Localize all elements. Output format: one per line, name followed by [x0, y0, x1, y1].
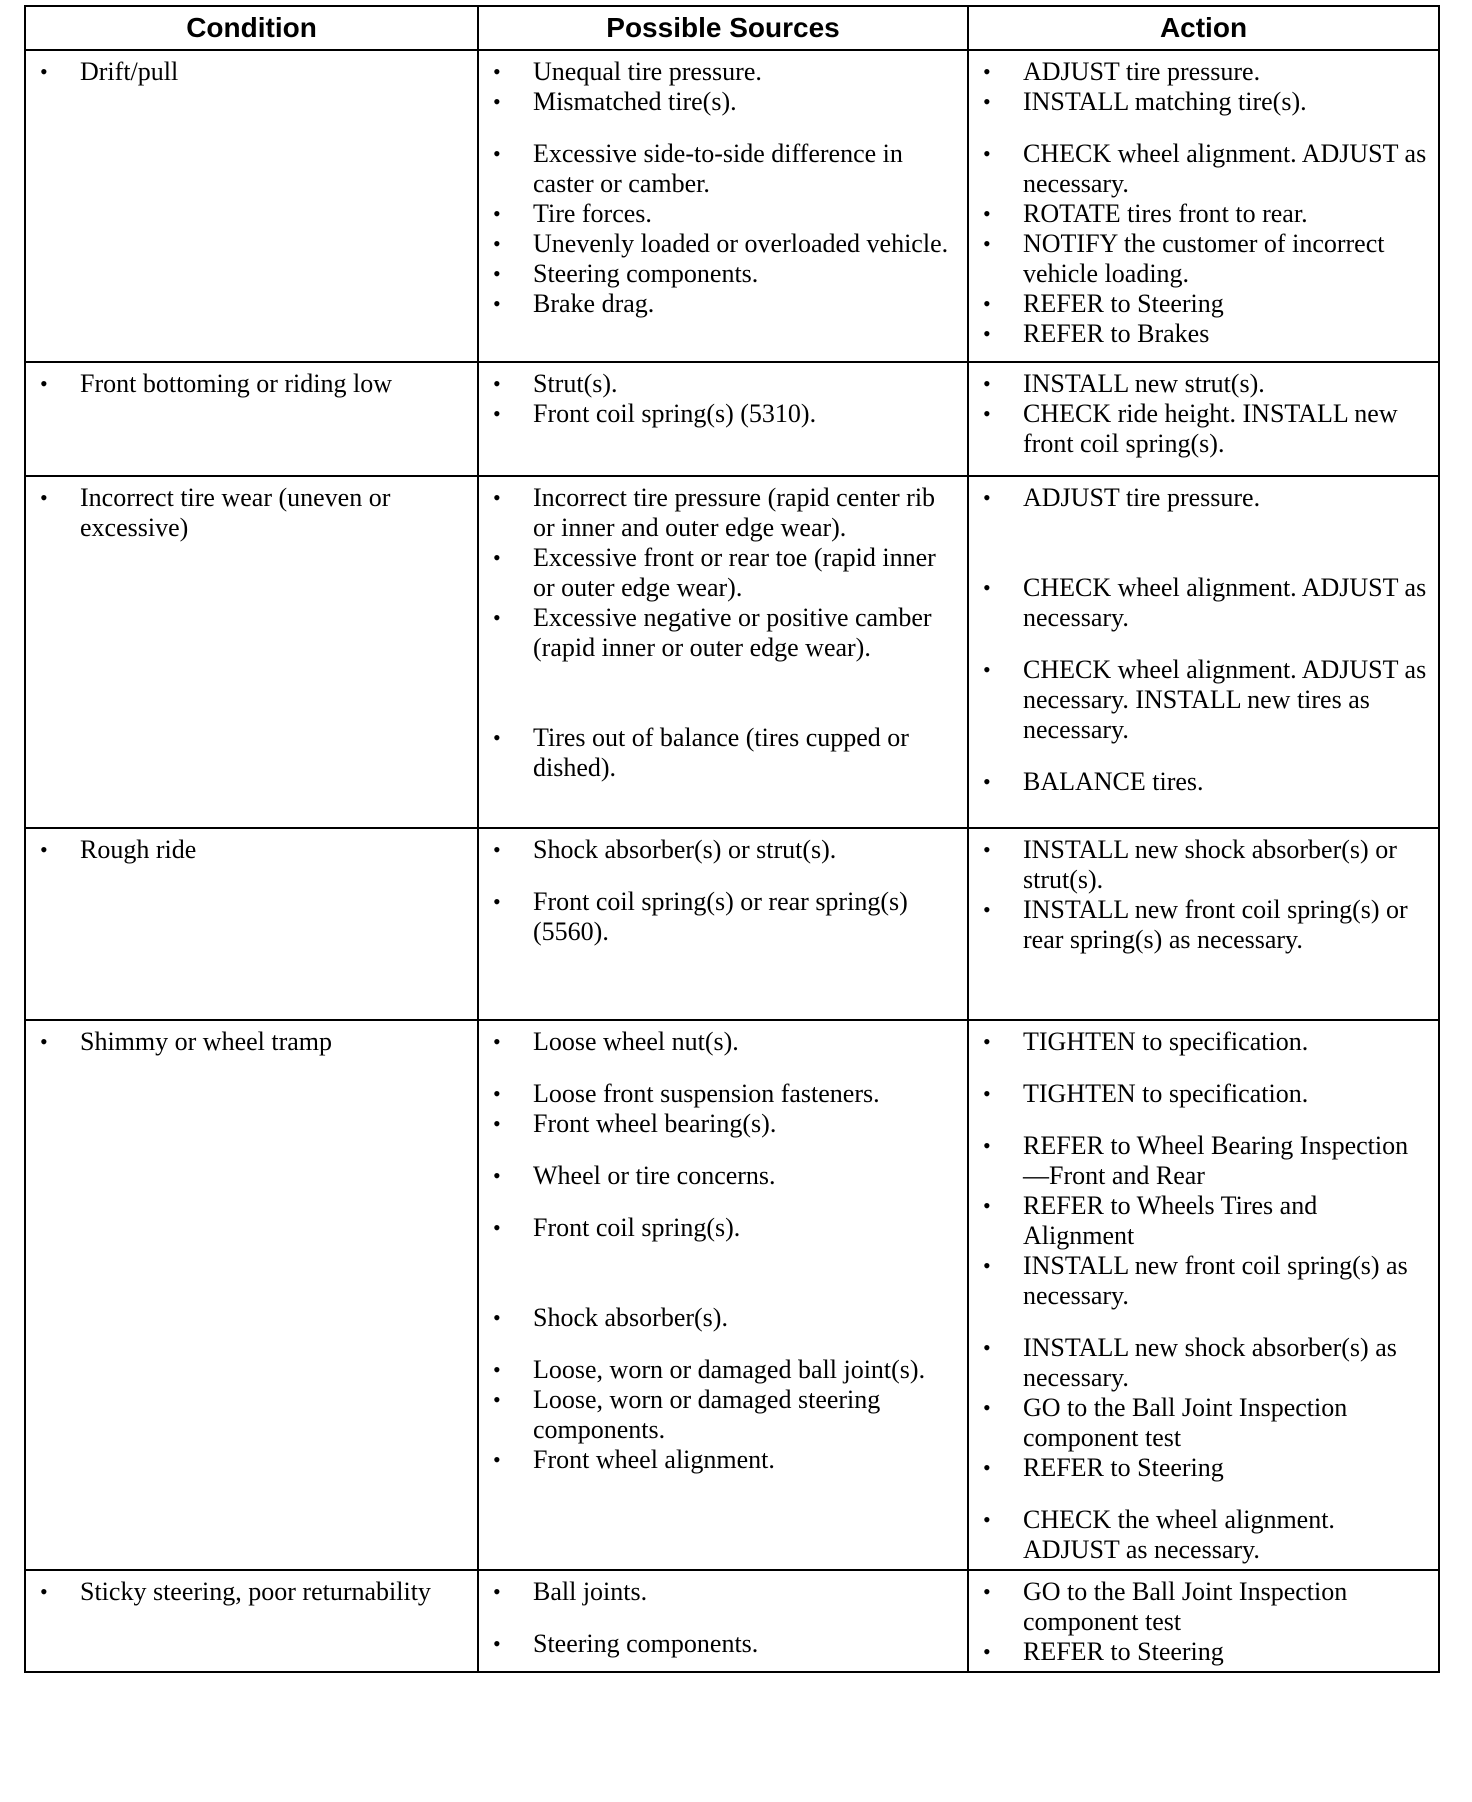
- condition-text: • Rough ride: [40, 835, 467, 865]
- table-row: [25, 50, 1439, 362]
- action-item: • INSTALL matching tire(s).: [983, 87, 1428, 117]
- action-cell: [968, 362, 1439, 476]
- action-item: • INSTALL new strut(s).: [983, 369, 1428, 399]
- condition-cell: [25, 1020, 478, 1570]
- action-cell: [968, 1570, 1439, 1672]
- source-item: • Strut(s).: [493, 369, 957, 399]
- action-cell: [968, 476, 1439, 828]
- action-item: • TIGHTEN to specification.: [983, 1079, 1428, 1109]
- table-row: [25, 362, 1439, 476]
- source-item: • Unevenly loaded or overloaded vehicle.: [493, 229, 957, 259]
- source-item: • Front coil spring(s).: [493, 1213, 957, 1243]
- action-item: • NOTIFY the customer of incorrect vehicle loading.: [983, 229, 1428, 289]
- action-item: • CHECK wheel alignment. ADJUST as necessary.: [983, 139, 1428, 199]
- source-item: • Excessive negative or positive camber (rapid inner or outer edge wear).: [493, 603, 957, 663]
- action-item: • INSTALL new front coil spring(s) or rear spring(s) as necessary.: [983, 895, 1428, 955]
- sources-cell: [478, 1570, 968, 1672]
- source-item: • Tire forces.: [493, 199, 957, 229]
- source-item: • Ball joints.: [493, 1577, 957, 1607]
- source-item: • Shock absorber(s) or strut(s).: [493, 835, 957, 865]
- condition-cell: [25, 50, 478, 362]
- header-row: [25, 6, 1439, 50]
- source-item: • Loose wheel nut(s).: [493, 1027, 957, 1057]
- condition-cell: [25, 828, 478, 1020]
- action-item: • INSTALL new front coil spring(s) as necessary.: [983, 1251, 1428, 1311]
- source-item: • Shock absorber(s).: [493, 1303, 957, 1333]
- action-item: • TIGHTEN to specification.: [983, 1027, 1428, 1057]
- condition-cell: [25, 476, 478, 828]
- action-item: • CHECK wheel alignment. ADJUST as necessary.: [983, 573, 1428, 633]
- source-item: • Loose, worn or damaged ball joint(s).: [493, 1355, 957, 1385]
- source-item: • Steering components.: [493, 1629, 957, 1659]
- source-item: • Excessive side-to-side difference in caster or camber.: [493, 139, 957, 199]
- action-item: • REFER to Brakes: [983, 319, 1428, 349]
- source-item: • Incorrect tire pressure (rapid center rib or inner and outer edge wear).: [493, 483, 957, 543]
- action-item: • ROTATE tires front to rear.: [983, 199, 1428, 229]
- source-item: • Front wheel alignment.: [493, 1445, 957, 1475]
- condition-text: • Sticky steering, poor returnability: [40, 1577, 467, 1607]
- action-item: • GO to the Ball Joint Inspection component test: [983, 1393, 1428, 1453]
- table-row: [25, 828, 1439, 1020]
- action-item: • REFER to Steering: [983, 1637, 1428, 1667]
- source-item: • Wheel or tire concerns.: [493, 1161, 957, 1191]
- table-row: [25, 476, 1439, 828]
- header-possible-sources: Possible Sources: [478, 6, 968, 50]
- sources-cell: [478, 476, 968, 828]
- action-item: • INSTALL new shock absorber(s) as necessary.: [983, 1333, 1428, 1393]
- source-item: • Excessive front or rear toe (rapid inner or outer edge wear).: [493, 543, 957, 603]
- action-item: • CHECK the wheel alignment. ADJUST as necessary.: [983, 1505, 1428, 1565]
- sources-cell: [478, 50, 968, 362]
- diagnosis-page: [24, 5, 1438, 1673]
- condition-text: • Drift/pull: [40, 57, 467, 87]
- condition-cell: [25, 1570, 478, 1672]
- source-item: • Tires out of balance (tires cupped or dished).: [493, 723, 957, 783]
- source-item: • Unequal tire pressure.: [493, 57, 957, 87]
- action-item: • CHECK ride height. INSTALL new front coil spring(s).: [983, 399, 1428, 459]
- source-item: • Mismatched tire(s).: [493, 87, 957, 117]
- action-item: • BALANCE tires.: [983, 767, 1428, 797]
- source-item: • Front wheel bearing(s).: [493, 1109, 957, 1139]
- action-item: • REFER to Steering: [983, 1453, 1428, 1483]
- action-item: • REFER to Steering: [983, 289, 1428, 319]
- source-item: • Front coil spring(s) (5310).: [493, 399, 957, 429]
- action-item: • ADJUST tire pressure.: [983, 483, 1428, 513]
- condition-text: • Front bottoming or riding low: [40, 369, 467, 399]
- table-row: [25, 1020, 1439, 1570]
- sources-cell: [478, 1020, 968, 1570]
- source-item: • Loose front suspension fasteners.: [493, 1079, 957, 1109]
- source-item: • Loose, worn or damaged steering components.: [493, 1385, 957, 1445]
- action-cell: [968, 50, 1439, 362]
- action-item: • INSTALL new shock absorber(s) or strut(s).: [983, 835, 1428, 895]
- condition-text: • Shimmy or wheel tramp: [40, 1027, 467, 1057]
- action-cell: [968, 1020, 1439, 1570]
- symptom-chart-table: [24, 5, 1440, 1673]
- action-item: • REFER to Wheels Tires and Alignment: [983, 1191, 1428, 1251]
- action-item: • REFER to Wheel Bearing Inspection—Front and Rear: [983, 1131, 1428, 1191]
- action-item: • ADJUST tire pressure.: [983, 57, 1428, 87]
- table-row: [25, 1570, 1439, 1672]
- source-item: • Front coil spring(s) or rear spring(s) (5560).: [493, 887, 957, 947]
- sources-cell: [478, 362, 968, 476]
- condition-cell: [25, 362, 478, 476]
- action-item: • GO to the Ball Joint Inspection component test: [983, 1577, 1428, 1637]
- header-condition: Condition: [25, 6, 478, 50]
- source-item: • Brake drag.: [493, 289, 957, 319]
- condition-text: • Incorrect tire wear (uneven or excessive): [40, 483, 467, 543]
- action-cell: [968, 828, 1439, 1020]
- header-action: Action: [968, 6, 1439, 50]
- sources-cell: [478, 828, 968, 1020]
- action-item: • CHECK wheel alignment. ADJUST as necessary. INSTALL new tires as necessary.: [983, 655, 1428, 745]
- source-item: • Steering components.: [493, 259, 957, 289]
